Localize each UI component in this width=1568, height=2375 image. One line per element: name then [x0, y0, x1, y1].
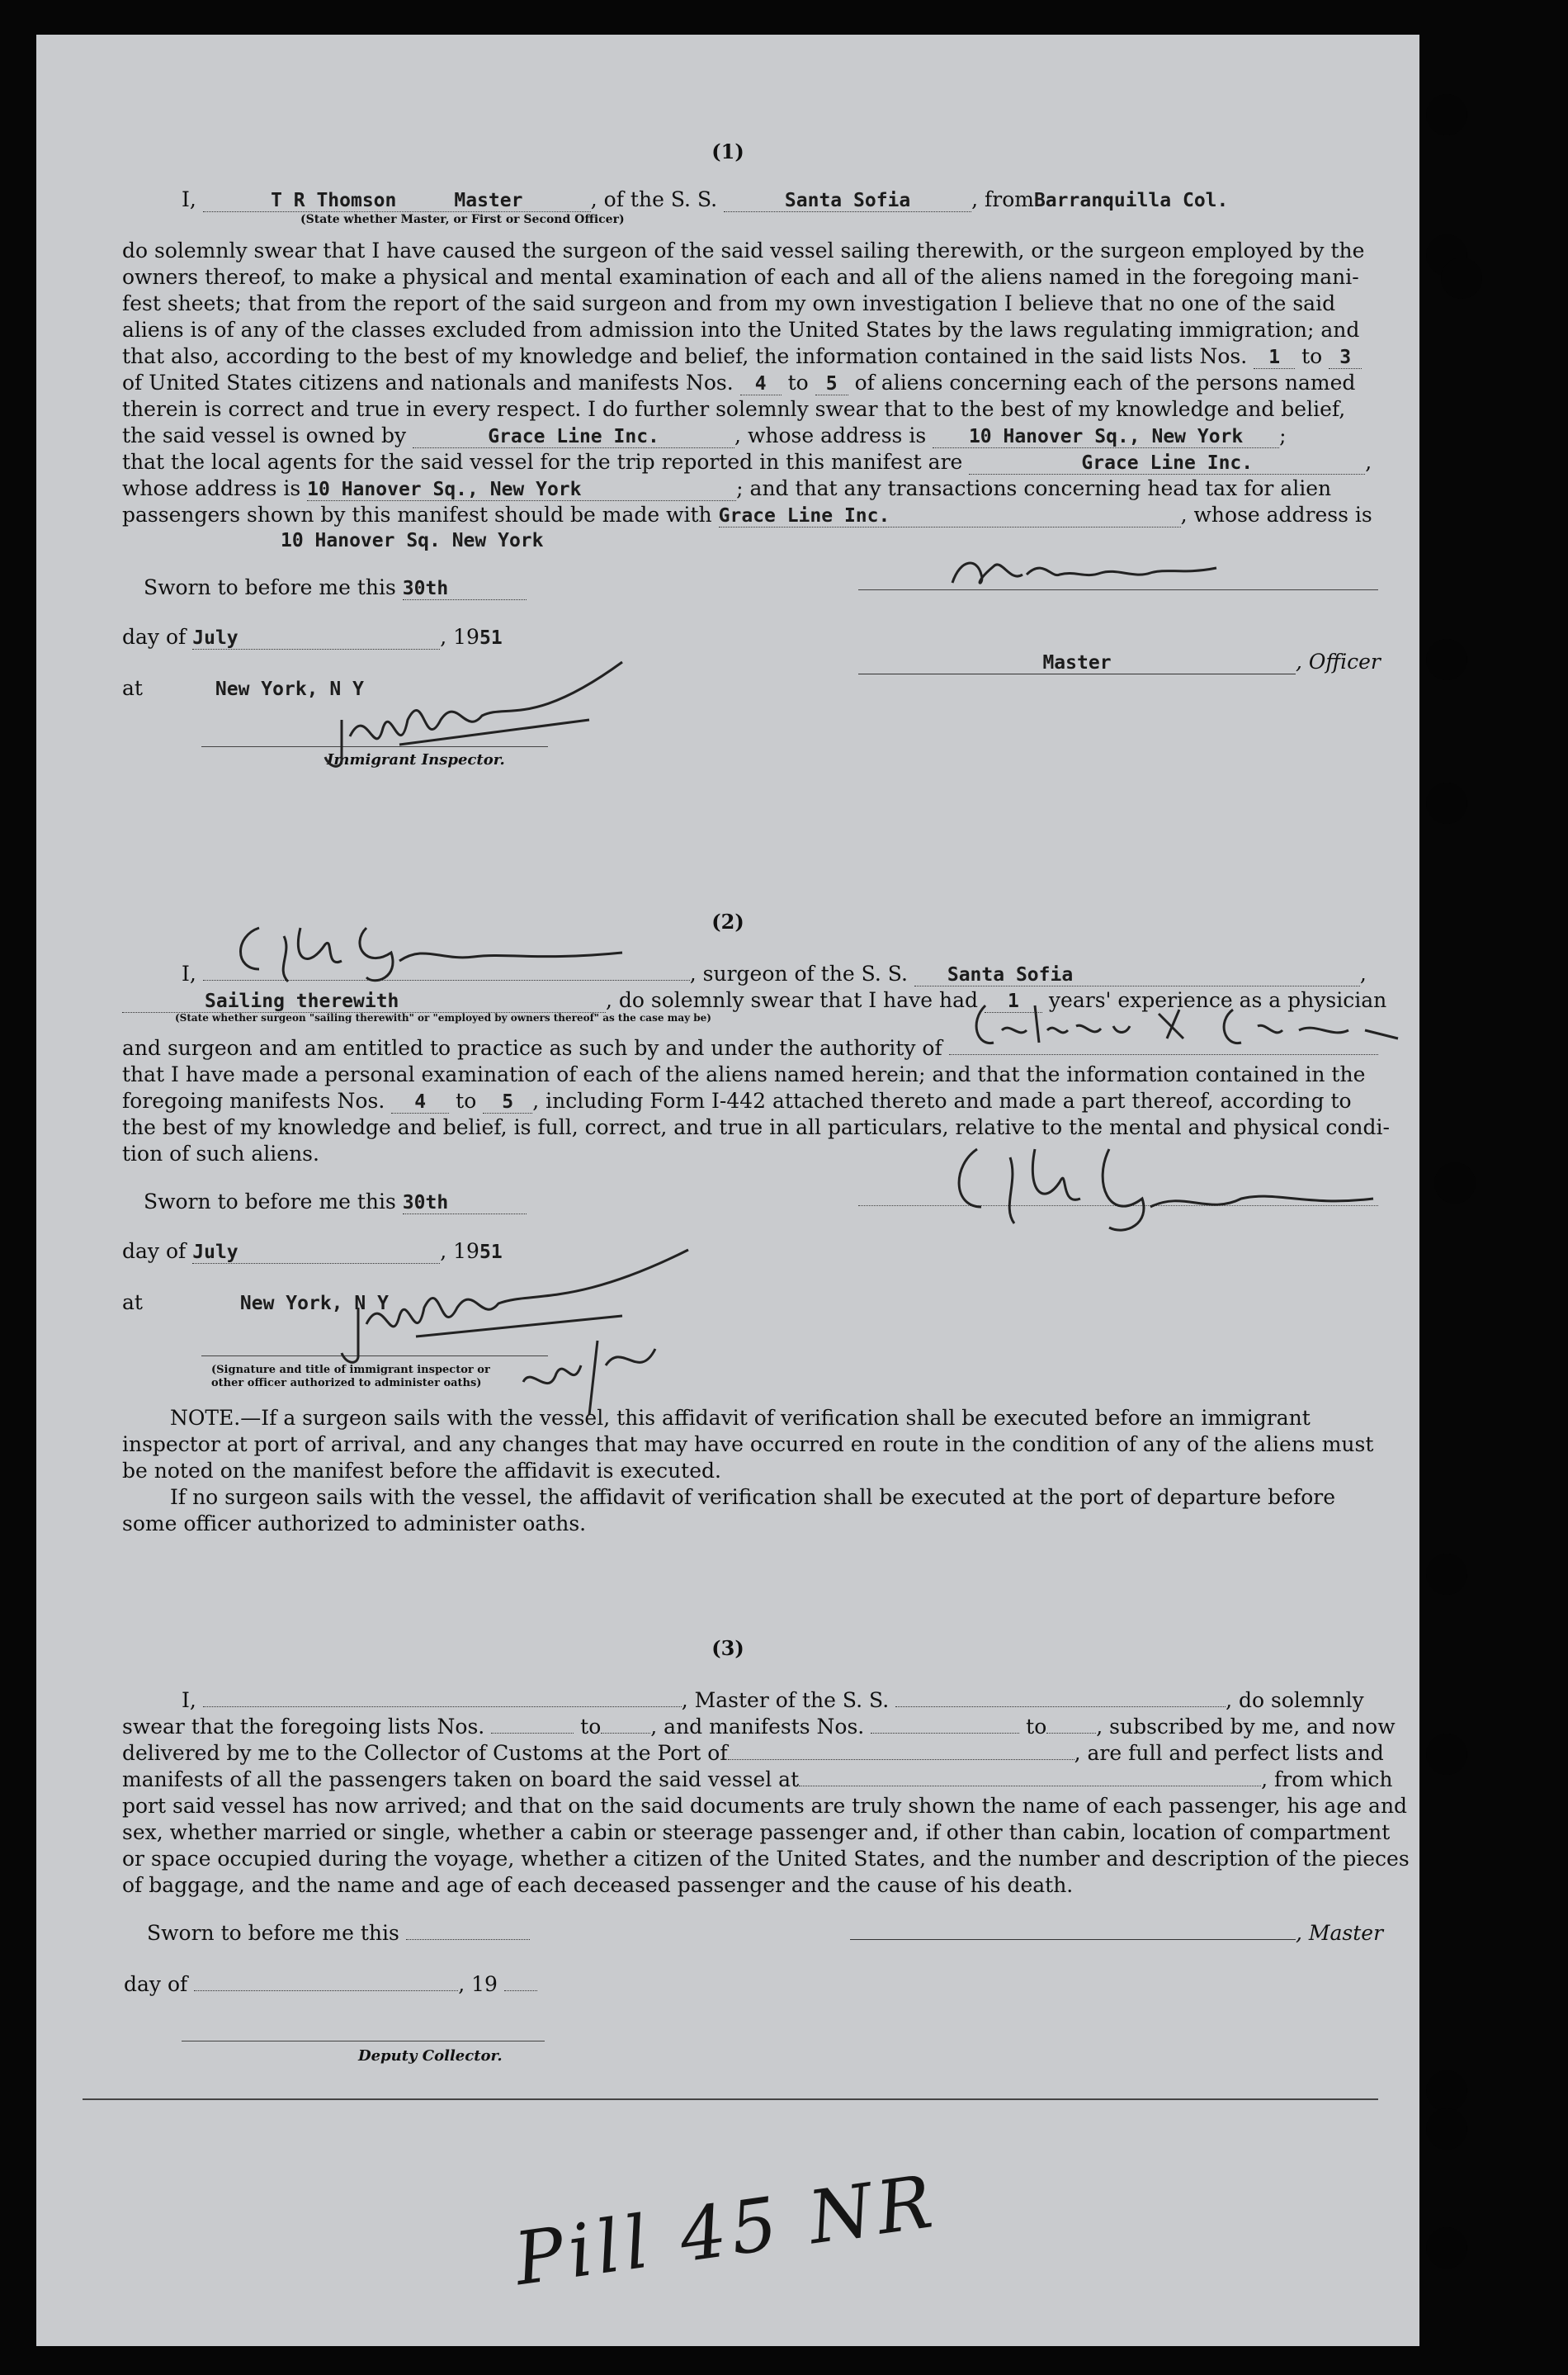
s3-date-line: day of , 19 — [124, 1971, 619, 1998]
s2-date-line: day of July , 1951 — [122, 1239, 503, 1263]
note-line-3: be noted on the manifest before the affidavit is executed. — [122, 1459, 721, 1483]
surgeon-status-field: Sailing therewith — [122, 991, 606, 1013]
s3-master-sign-line: , Master — [850, 1920, 1419, 1947]
s1-officer-line: Master , Officer — [858, 649, 1419, 675]
s3-line-1: I, , Master of the S. S. , do solemnly — [182, 1688, 1364, 1712]
s3-line-7: or space occupied during the voyage, whether a citizen of the United States, and the number and description of the pieces — [122, 1847, 1410, 1871]
s1-line-1: do solemnly swear that I have caused the surgeon of the said vessel sailing therewith, or the surgeon employed by the — [122, 239, 1365, 263]
master-name-field: T R Thomson Master — [203, 190, 591, 212]
s1-line-8: the said vessel is owned by Grace Line Inc. , whose address is 10 Hanover Sq., New York ; — [122, 423, 1287, 447]
s2-line-1: Sailing therewith , do solemnly swear that I have had 1 years' experience as a physician — [122, 987, 1419, 1014]
s1-month-field: July — [192, 627, 440, 650]
handwritten-note: Pill 45 NR — [509, 2158, 942, 2302]
s3-line-4: manifests of all the passengers taken on board the said vessel at , from which — [122, 1767, 1393, 1791]
s2-inspector-caption-2: other officer authorized to administer oaths) — [211, 1377, 482, 1389]
s1-line-3: fest sheets; that from the report of the said surgeon and from my own investigation I believe that no one of the said — [122, 291, 1336, 315]
rank-caption: (State whether Master, or First or Second Officer) — [300, 213, 625, 226]
s1-line-0: I, T R Thomson Master , of the S. S. Santa Sofia , fromBarranquilla Col. — [182, 187, 1229, 211]
punch-hole — [1426, 94, 1467, 135]
s3-line-5: port said vessel has now arrived; and that on the said documents are truly shown the name of each passenger, his age and — [122, 1794, 1408, 1818]
section-3-number: (3) — [711, 1636, 744, 1660]
s3-sworn-day-field — [406, 1939, 530, 1940]
s3-manifests-from-field — [871, 1733, 1019, 1734]
s3-line-3: delivered by me to the Collector of Customs at the Port of , are full and perfect lists and — [122, 1741, 1384, 1765]
deputy-collector-label: Deputy Collector. — [358, 2047, 503, 2065]
s1-line-11: passengers shown by this manifest should be made with Grace Line Inc. , whose address is — [122, 503, 1372, 527]
agents-address-field: 10 Hanover Sq., New York — [307, 479, 736, 501]
note-line-1: NOTE.—If a surgeon sails with the vessel, this affidavit of verification shall be executed before an immigrant — [170, 1406, 1311, 1430]
s1-line-10: whose address is 10 Hanover Sq., New York ; and that any transactions concerning head tax for alien — [122, 476, 1332, 500]
s2-vessel-field: Santa Sofia — [914, 964, 1360, 986]
s3-sworn-line: Sworn to before me this — [147, 1920, 642, 1947]
punch-hole — [1426, 783, 1467, 824]
officer-title-field: Master — [858, 652, 1296, 674]
licensing-authority-handwriting — [969, 997, 1439, 1055]
s3-year-field — [504, 1990, 537, 1991]
s1-line-9: that the local agents for the said vessel for the trip reported in this manifest are Grace Line Inc. , — [122, 450, 1372, 474]
s1-line-7: therein is correct and true in every respect. I do further solemnly swear that to the best of my knowledge and belief, — [122, 397, 1346, 421]
surgeon-signature — [226, 911, 655, 986]
lists-to-field: 3 — [1329, 347, 1362, 369]
s1-line-6: of United States citizens and nationals and manifests Nos. 4 to 5 of aliens concerning each of the persons named — [122, 371, 1356, 395]
s2-line-3: that I have made a personal examination of each of the aliens named herein; and that the information contained in the — [122, 1062, 1366, 1086]
s3-master-signature-field — [850, 1939, 1296, 1940]
punch-hole — [1426, 2070, 1467, 2112]
s1-place-line: at New York, N Y — [122, 676, 364, 700]
s1-year-field: 51 — [479, 627, 503, 649]
s1-sworn-line: Sworn to before me this 30th — [144, 575, 639, 601]
head-tax-agent-field: Grace Line Inc. — [719, 505, 1181, 528]
section-2-number: (2) — [711, 910, 744, 934]
s2-line-4: foregoing manifests Nos. 4 to 5 , including Form I-442 attached thereto and made a part thereof, according to — [122, 1089, 1352, 1113]
s3-lists-to-field — [601, 1733, 650, 1734]
s2-manifest-to-field: 5 — [483, 1091, 532, 1114]
s2-year-field: 51 — [479, 1242, 503, 1263]
s3-month-field — [194, 1990, 458, 1991]
s1-line-4: aliens is of any of the classes excluded from admission into the United States by the laws regulating immigration; and — [122, 318, 1360, 342]
punch-hole — [1434, 1162, 1476, 1204]
punch-hole — [1426, 1554, 1467, 1595]
vessel-name-field: Santa Sofia — [724, 190, 971, 212]
punch-hole — [1426, 1734, 1467, 1775]
inspector-signature — [317, 670, 631, 778]
punch-hole — [1426, 2108, 1467, 2150]
owner-address-field: 10 Hanover Sq., New York — [933, 426, 1279, 448]
s2-manifest-from-field: 4 — [391, 1091, 449, 1114]
s2-inspector-caption-1: (Signature and title of immigrant inspector or — [211, 1364, 490, 1376]
manifest-page — [36, 35, 1419, 2346]
bottom-rule — [83, 2098, 1378, 2100]
s1-date-line: day of July , 1951 — [122, 625, 503, 649]
s1-place-field: New York, N Y — [215, 679, 364, 700]
s3-vessel-field — [895, 1706, 1226, 1707]
surgeon-signature-2 — [944, 1133, 1373, 1240]
punch-hole — [1426, 2227, 1467, 2269]
years-experience-field: 1 — [985, 991, 1042, 1013]
s3-port-field — [728, 1759, 1074, 1760]
s1-line-5: that also, according to the best of my knowledge and belief, the information contained in the said lists Nos. 1 to 3 — [122, 343, 1419, 370]
s2-line-6: tion of such aliens. — [122, 1142, 319, 1166]
head-tax-address-field: 10 Hanover Sq. New York — [281, 530, 544, 551]
manifests-from-field: 4 — [740, 373, 782, 395]
note-line-4: If no surgeon sails with the vessel, the affidavit of verification shall be executed at the port of departure before — [170, 1485, 1335, 1509]
lists-from-field: 1 — [1254, 347, 1295, 369]
s2-sworn-day-field: 30th — [403, 1192, 527, 1214]
surgeon-caption: (State whether surgeon "sailing therewith" or "employed by owners thereof" as the case may be) — [175, 1012, 711, 1024]
s2-sworn-line: Sworn to before me this 30th — [144, 1189, 639, 1215]
section-1-number: (1) — [711, 140, 744, 163]
s2-inspector-signature — [325, 1242, 754, 1431]
s1-sworn-day-field: 30th — [403, 578, 527, 600]
s3-line-8: of baggage, and the name and age of each deceased passenger and the cause of his death. — [122, 1873, 1074, 1897]
master-signature — [944, 550, 1241, 599]
s2-line-5: the best of my knowledge and belief, is full, correct, and true in all particulars, relative to the mental and physical condi- — [122, 1115, 1390, 1139]
s1-inspector-label: Immigrant Inspector. — [327, 751, 505, 769]
departure-port-field: Barranquilla Col. — [1033, 190, 1229, 211]
s1-line-2: owners thereof, to make a physical and mental examination of each and all of the aliens named in the foregoing mani- — [122, 265, 1359, 289]
note-line-2: inspector at port of arrival, and any changes that may have occurred en route in the condition of any of the aliens must — [122, 1432, 1374, 1456]
s2-place-field: New York, N Y — [239, 1293, 389, 1314]
s2-place-line: at New York, N Y — [122, 1290, 389, 1314]
manifests-to-field: 5 — [815, 373, 848, 395]
punch-hole — [1426, 639, 1467, 680]
s2-month-field: July — [192, 1242, 440, 1264]
punch-hole — [1441, 258, 1482, 299]
s2-line-0: I, , surgeon of the S. S. Santa Sofia , — [182, 962, 1367, 986]
s3-master-name-field — [203, 1706, 682, 1707]
s3-line-6: sex, whether married or single, whether a cabin or steerage passenger and, if other than cabin, location of compartment — [122, 1820, 1391, 1844]
s3-lists-from-field — [491, 1733, 574, 1734]
agents-field: Grace Line Inc. — [969, 452, 1365, 475]
s2-line-2: and surgeon and am entitled to practice as such by and under the authority of — [122, 1035, 1419, 1062]
s3-line-2: swear that the foregoing lists Nos. to , and manifests Nos. to , subscribed by me, and now — [122, 1715, 1396, 1739]
owner-field: Grace Line Inc. — [413, 426, 734, 448]
note-line-5: some officer authorized to administer oaths. — [122, 1512, 587, 1535]
s3-manifests-to-field — [1046, 1733, 1096, 1734]
